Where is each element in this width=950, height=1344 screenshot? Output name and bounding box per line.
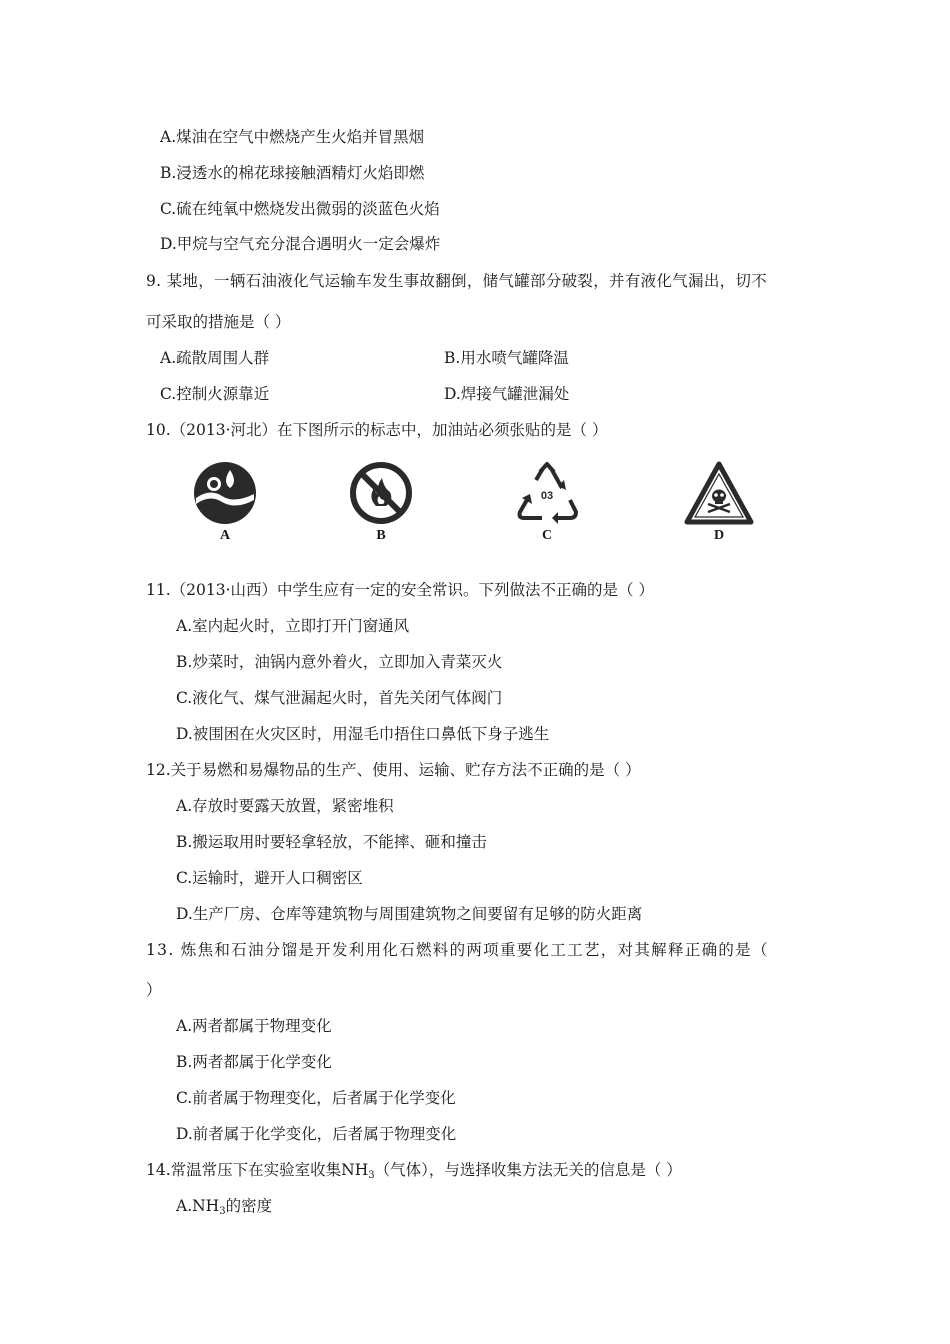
safety-signs-row <box>180 460 780 550</box>
q12-option-a: A.存放时要露天放置，紧密堆积 <box>176 797 394 815</box>
q9-stem-line-1: 9. 某地，一辆石油液化气运输车发生事故翻倒，储气罐部分破裂，并有液化气漏出，切不 <box>146 272 768 290</box>
q14-stem-post: （气体），与选择收集方法无关的信息是（ ） <box>374 1161 682 1179</box>
q10-stem: 10.（2013·河北）在下图所示的标志中，加油站必须张贴的是（ ） <box>146 421 608 439</box>
q11-option-c: C.液化气、煤气泄漏起火时，首先关闭气体阀门 <box>176 689 503 707</box>
recycle-icon <box>514 460 580 526</box>
q13-stem-line-2: ） <box>146 981 162 999</box>
q11-option-b: B.炒菜时，油锅内意外着火，立即加入青菜灭火 <box>176 653 503 671</box>
sign-d-letter: D <box>713 528 725 543</box>
q14-stem-pre: 14.常温常压下在实验室收集NH <box>146 1161 369 1179</box>
q9-option-c: C.控制火源靠近 <box>160 385 270 403</box>
q14-option-a-post: 的密度 <box>225 1197 273 1215</box>
sign-c <box>514 460 580 543</box>
sign-b-letter: B <box>376 528 386 543</box>
recycle-code: 03 <box>540 490 554 502</box>
q12-option-c: C.运输时，避开人口稠密区 <box>176 869 363 887</box>
q11-option-a: A.室内起火时，立即打开门窗通风 <box>176 617 410 635</box>
q14-stem <box>146 1160 682 1186</box>
q14-stem-sub: 3 <box>368 1170 375 1181</box>
q13-option-b: B.两者都属于化学变化 <box>176 1053 332 1071</box>
q8-option-a: A.煤油在空气中燃烧产生火焰并冒黑烟 <box>160 128 425 146</box>
sign-d <box>684 460 754 543</box>
q9-option-d: D.焊接气罐泄漏处 <box>444 385 570 403</box>
q8-option-b: B.浸透水的棉花球接触酒精灯火焰即燃 <box>160 164 425 182</box>
q11-option-d: D.被围困在火灾区时，用湿毛巾捂住口鼻低下身子逃生 <box>176 725 550 743</box>
sign-a-letter: A <box>219 528 231 543</box>
q12-option-d: D.生产厂房、仓库等建筑物与周围建筑物之间要留有足够的防火距离 <box>176 905 643 923</box>
sign-c-letter: C <box>541 528 553 543</box>
q12-stem: 12.关于易燃和易爆物品的生产、使用、运输、贮存方法不正确的是（ ） <box>146 761 641 779</box>
q14-option-a-pre: A.NH <box>176 1197 220 1215</box>
poison-warning-icon <box>684 460 754 526</box>
sign-b <box>348 460 414 543</box>
water-saving-icon <box>192 460 258 526</box>
q9-option-b: B.用水喷气罐降温 <box>444 349 569 367</box>
q13-option-d: D.前者属于化学变化，后者属于物理变化 <box>176 1125 457 1143</box>
q9-option-a: A.疏散周围人群 <box>160 349 270 367</box>
q14-option-a-sub: 3 <box>219 1206 226 1217</box>
q8-option-c: C.硫在纯氧中燃烧发出微弱的淡蓝色火焰 <box>160 200 440 218</box>
sign-a <box>192 460 258 543</box>
q13-option-c: C.前者属于物理变化，后者属于化学变化 <box>176 1089 456 1107</box>
q11-stem: 11.（2013·山西）中学生应有一定的安全常识。下列做法不正确的是（ ） <box>146 581 654 599</box>
no-fire-icon <box>348 460 414 526</box>
q13-option-a: A.两者都属于物理变化 <box>176 1017 332 1035</box>
q12-option-b: B.搬运取用时要轻拿轻放，不能摔、砸和撞击 <box>176 833 487 851</box>
q14-option-a <box>176 1196 272 1222</box>
q9-stem-line-2: 可采取的措施是（ ） <box>146 313 291 331</box>
q8-option-d: D.甲烷与空气充分混合遇明火一定会爆炸 <box>160 235 441 253</box>
q13-stem-line-1: 13. 炼焦和石油分馏是开发利用化石燃料的两项重要化工工艺，对其解释正确的是（ <box>146 941 769 959</box>
